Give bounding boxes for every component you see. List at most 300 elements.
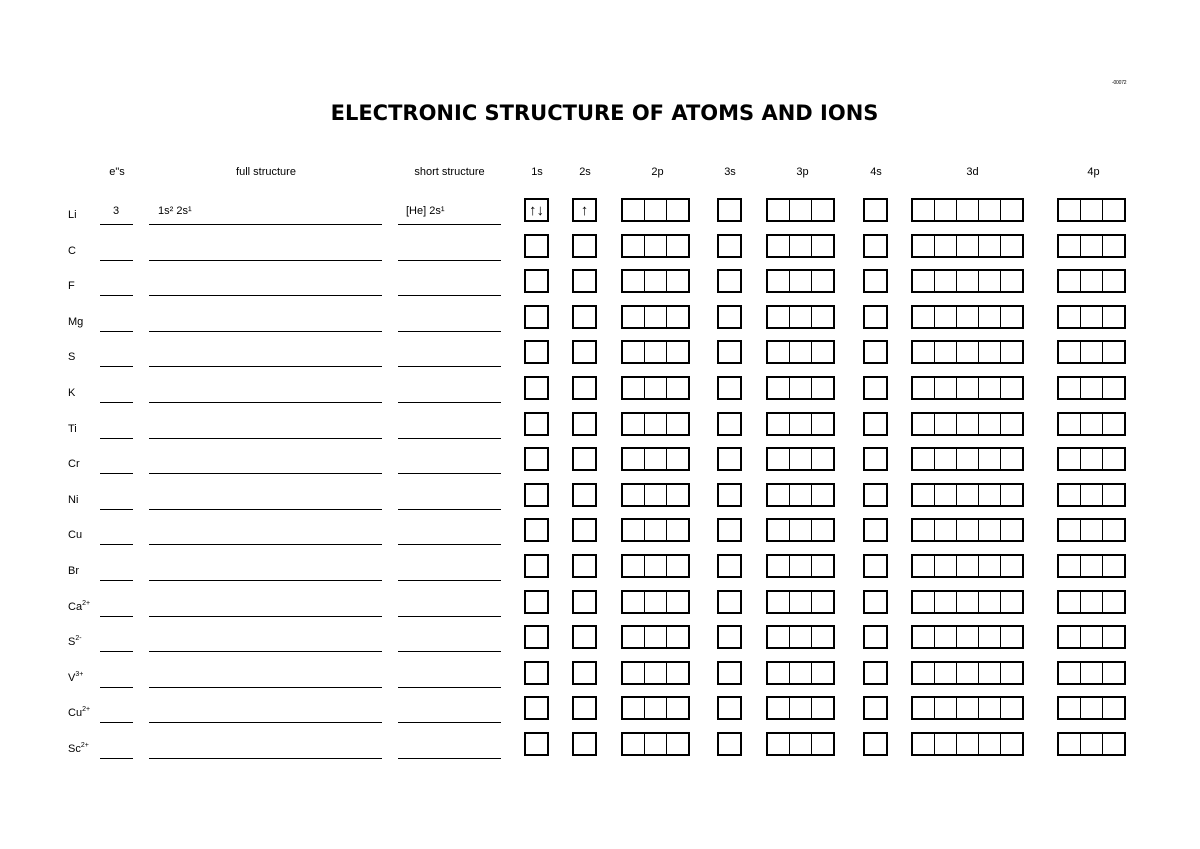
short-structure-line[interactable] [398,651,501,652]
orbital-box-4p[interactable] [1057,625,1126,649]
orbital-cell[interactable] [574,520,595,540]
orbital-cell[interactable] [913,734,935,754]
orbital-box-3d[interactable] [911,732,1024,756]
orbital-cell[interactable] [526,378,547,398]
orbital-box-2p[interactable] [621,340,690,364]
orbital-cell[interactable] [979,698,1001,718]
orbital-cell[interactable] [812,556,833,576]
orbital-cell[interactable] [979,414,1001,434]
orbital-box-1s[interactable] [524,518,549,542]
orbital-cell[interactable] [667,342,688,362]
orbital-cell[interactable] [865,271,886,291]
orbital-cell[interactable] [719,271,740,291]
orbital-cell[interactable] [667,307,688,327]
orbital-cell[interactable] [1103,592,1124,612]
orbital-box-2p[interactable] [621,732,690,756]
orbital-cell[interactable] [768,449,790,469]
orbital-box-4p[interactable] [1057,590,1126,614]
electrons-line[interactable] [100,509,133,510]
orbital-box-2s[interactable] [572,696,597,720]
orbital-cell[interactable] [812,698,833,718]
orbital-cell[interactable] [979,734,1001,754]
orbital-cell[interactable] [1001,663,1022,683]
orbital-cell[interactable] [623,556,645,576]
orbital-cell[interactable] [957,307,979,327]
orbital-box-4s[interactable] [863,234,888,258]
orbital-cell[interactable] [645,449,667,469]
orbital-box-3p[interactable] [766,447,835,471]
orbital-box-4s[interactable] [863,305,888,329]
orbital-cell[interactable] [790,734,812,754]
orbital-box-3p[interactable] [766,625,835,649]
orbital-cell[interactable] [1059,556,1081,576]
orbital-cell[interactable] [526,627,547,647]
orbital-cell[interactable] [979,200,1001,220]
orbital-cell[interactable] [667,200,688,220]
orbital-cell[interactable] [1001,342,1022,362]
orbital-box-2s[interactable] [572,376,597,400]
orbital-box-2p[interactable] [621,661,690,685]
orbital-cell[interactable] [790,236,812,256]
orbital-cell[interactable] [935,414,957,434]
orbital-cell[interactable] [812,627,833,647]
orbital-cell[interactable] [790,520,812,540]
orbital-box-3p[interactable] [766,340,835,364]
short-structure-line[interactable] [398,616,501,617]
orbital-cell[interactable] [812,592,833,612]
orbital-cell[interactable] [719,520,740,540]
orbital-cell[interactable] [623,592,645,612]
orbital-cell[interactable] [865,200,886,220]
orbital-cell[interactable] [1059,378,1081,398]
orbital-box-1s[interactable] [524,732,549,756]
full-structure-line[interactable] [149,366,382,367]
orbital-cell[interactable] [667,485,688,505]
orbital-box-1s[interactable] [524,447,549,471]
orbital-cell[interactable] [979,556,1001,576]
orbital-box-1s[interactable] [524,412,549,436]
orbital-box-3p[interactable] [766,732,835,756]
orbital-cell[interactable] [623,520,645,540]
orbital-cell[interactable] [1081,378,1103,398]
orbital-cell[interactable] [812,200,833,220]
orbital-box-1s[interactable] [524,696,549,720]
orbital-cell[interactable] [667,236,688,256]
orbital-cell[interactable] [667,520,688,540]
orbital-cell[interactable] [768,378,790,398]
orbital-cell[interactable] [1001,378,1022,398]
orbital-cell[interactable] [865,627,886,647]
orbital-cell[interactable] [574,734,595,754]
orbital-cell[interactable] [913,414,935,434]
orbital-cell[interactable] [1059,236,1081,256]
orbital-cell[interactable] [812,663,833,683]
orbital-cell[interactable] [623,485,645,505]
orbital-cell[interactable] [1081,414,1103,434]
orbital-cell[interactable] [768,414,790,434]
orbital-cell[interactable] [574,271,595,291]
electrons-line[interactable] [100,260,133,261]
orbital-cell[interactable] [913,627,935,647]
orbital-cell[interactable] [719,414,740,434]
orbital-cell[interactable] [957,342,979,362]
orbital-cell[interactable] [623,307,645,327]
orbital-cell[interactable] [865,520,886,540]
orbital-cell[interactable] [645,378,667,398]
orbital-cell[interactable] [645,307,667,327]
short-structure-line[interactable] [398,758,501,759]
orbital-cell[interactable] [574,414,595,434]
short-structure-line[interactable] [398,331,501,332]
orbital-cell[interactable] [935,520,957,540]
orbital-box-3s[interactable] [717,696,742,720]
orbital-cell[interactable] [667,663,688,683]
orbital-cell[interactable] [1081,592,1103,612]
orbital-cell[interactable] [1001,414,1022,434]
orbital-box-1s[interactable] [524,554,549,578]
orbital-box-2p[interactable] [621,234,690,258]
full-structure-line[interactable] [149,295,382,296]
orbital-box-1s[interactable] [524,198,549,222]
orbital-cell[interactable] [1001,734,1022,754]
orbital-box-4s[interactable] [863,554,888,578]
orbital-cell[interactable] [574,663,595,683]
full-structure-line[interactable] [149,580,382,581]
orbital-box-1s[interactable] [524,661,549,685]
full-structure-line[interactable] [149,544,382,545]
orbital-cell[interactable] [719,663,740,683]
orbital-box-2s[interactable] [572,554,597,578]
orbital-cell[interactable] [865,592,886,612]
orbital-box-4p[interactable] [1057,269,1126,293]
orbital-box-3d[interactable] [911,305,1024,329]
orbital-cell[interactable] [1059,734,1081,754]
orbital-cell[interactable] [1103,307,1124,327]
orbital-cell[interactable] [768,307,790,327]
orbital-box-3d[interactable] [911,376,1024,400]
orbital-box-1s[interactable] [524,305,549,329]
orbital-cell[interactable] [645,485,667,505]
orbital-box-1s[interactable] [524,483,549,507]
full-structure-line[interactable] [149,687,382,688]
orbital-cell[interactable] [935,307,957,327]
orbital-cell[interactable] [1059,592,1081,612]
orbital-cell[interactable] [719,200,740,220]
orbital-cell[interactable] [1103,485,1124,505]
orbital-box-2p[interactable] [621,305,690,329]
orbital-box-4s[interactable] [863,696,888,720]
orbital-cell[interactable] [790,271,812,291]
orbital-cell[interactable] [645,627,667,647]
orbital-box-3p[interactable] [766,661,835,685]
orbital-cell[interactable] [623,698,645,718]
orbital-cell[interactable] [790,414,812,434]
orbital-box-3s[interactable] [717,198,742,222]
orbital-box-3d[interactable] [911,198,1024,222]
orbital-cell[interactable] [719,627,740,647]
orbital-box-4p[interactable] [1057,518,1126,542]
orbital-cell[interactable] [913,698,935,718]
orbital-cell[interactable] [526,449,547,469]
orbital-box-4p[interactable] [1057,554,1126,578]
orbital-box-3p[interactable] [766,376,835,400]
orbital-cell[interactable] [1103,698,1124,718]
orbital-box-2s[interactable] [572,447,597,471]
orbital-cell[interactable] [865,556,886,576]
orbital-cell[interactable] [574,485,595,505]
orbital-cell[interactable] [526,414,547,434]
orbital-box-2p[interactable] [621,554,690,578]
orbital-cell[interactable] [526,698,547,718]
orbital-cell[interactable] [790,698,812,718]
orbital-cell[interactable] [812,236,833,256]
orbital-box-2s[interactable] [572,198,597,222]
orbital-cell[interactable] [957,414,979,434]
orbital-box-4s[interactable] [863,412,888,436]
orbital-cell[interactable] [1059,200,1081,220]
orbital-box-4s[interactable] [863,198,888,222]
orbital-cell[interactable] [1081,236,1103,256]
orbital-cell[interactable] [719,378,740,398]
orbital-cell[interactable] [719,698,740,718]
orbital-box-2s[interactable] [572,234,597,258]
orbital-box-2s[interactable] [572,661,597,685]
orbital-cell[interactable] [957,698,979,718]
orbital-cell[interactable] [574,698,595,718]
orbital-cell[interactable] [574,556,595,576]
orbital-box-3d[interactable] [911,661,1024,685]
full-structure-line[interactable] [149,722,382,723]
orbital-box-3d[interactable] [911,412,1024,436]
electrons-line[interactable] [100,438,133,439]
orbital-box-3s[interactable] [717,661,742,685]
orbital-box-1s[interactable] [524,340,549,364]
orbital-cell[interactable] [913,592,935,612]
orbital-cell[interactable] [623,414,645,434]
orbital-cell[interactable] [1103,663,1124,683]
orbital-box-4s[interactable] [863,625,888,649]
orbital-cell[interactable] [865,378,886,398]
orbital-cell[interactable] [667,592,688,612]
short-structure-line[interactable] [398,473,501,474]
orbital-box-3p[interactable] [766,412,835,436]
electrons-line[interactable] [100,331,133,332]
orbital-box-3p[interactable] [766,554,835,578]
orbital-box-2s[interactable] [572,305,597,329]
orbital-cell[interactable] [979,627,1001,647]
orbital-cell[interactable] [645,342,667,362]
orbital-cell[interactable] [957,734,979,754]
orbital-cell[interactable] [526,663,547,683]
orbital-cell[interactable] [957,592,979,612]
orbital-box-2s[interactable] [572,269,597,293]
orbital-cell[interactable] [790,556,812,576]
orbital-cell[interactable] [979,378,1001,398]
orbital-box-3s[interactable] [717,412,742,436]
orbital-box-2s[interactable] [572,518,597,542]
orbital-cell[interactable] [719,449,740,469]
orbital-box-4s[interactable] [863,590,888,614]
orbital-box-2p[interactable] [621,625,690,649]
orbital-cell[interactable] [913,271,935,291]
short-structure-line[interactable] [398,366,501,367]
short-structure-line[interactable] [398,580,501,581]
orbital-cell[interactable] [667,271,688,291]
full-structure-line[interactable] [149,438,382,439]
orbital-cell[interactable] [913,200,935,220]
full-structure-line[interactable] [149,651,382,652]
orbital-box-3s[interactable] [717,625,742,649]
orbital-cell[interactable] [1081,734,1103,754]
orbital-cell[interactable] [1103,342,1124,362]
orbital-box-2s[interactable] [572,412,597,436]
orbital-cell[interactable] [979,449,1001,469]
orbital-box-3s[interactable] [717,305,742,329]
orbital-cell[interactable] [1001,307,1022,327]
orbital-cell[interactable] [957,520,979,540]
orbital-box-3d[interactable] [911,269,1024,293]
orbital-cell[interactable] [645,698,667,718]
orbital-cell[interactable] [645,663,667,683]
orbital-cell[interactable] [957,200,979,220]
orbital-cell[interactable] [623,663,645,683]
orbital-box-3p[interactable] [766,518,835,542]
orbital-cell[interactable] [935,556,957,576]
orbital-cell[interactable] [1103,236,1124,256]
orbital-cell[interactable] [957,663,979,683]
orbital-box-2p[interactable] [621,518,690,542]
orbital-cell[interactable] [913,449,935,469]
orbital-box-3s[interactable] [717,483,742,507]
orbital-box-2p[interactable] [621,376,690,400]
orbital-cell[interactable] [812,378,833,398]
orbital-cell[interactable] [526,556,547,576]
orbital-cell[interactable] [979,663,1001,683]
orbital-cell[interactable] [526,236,547,256]
orbital-cell[interactable] [913,342,935,362]
orbital-box-4s[interactable] [863,269,888,293]
orbital-cell[interactable] [812,485,833,505]
full-structure-line[interactable] [149,758,382,759]
full-structure-line[interactable] [149,616,382,617]
orbital-cell[interactable] [667,449,688,469]
orbital-cell[interactable] [790,449,812,469]
orbital-cell[interactable] [1001,485,1022,505]
orbital-cell[interactable] [1059,414,1081,434]
orbital-cell[interactable] [865,734,886,754]
orbital-cell[interactable] [645,271,667,291]
orbital-cell[interactable] [957,627,979,647]
orbital-cell[interactable] [865,485,886,505]
orbital-cell[interactable] [790,627,812,647]
orbital-cell[interactable] [1001,556,1022,576]
electrons-line[interactable] [100,544,133,545]
orbital-cell[interactable] [645,236,667,256]
orbital-cell[interactable] [865,236,886,256]
orbital-cell[interactable] [812,520,833,540]
orbital-box-4p[interactable] [1057,661,1126,685]
orbital-cell[interactable] [1001,271,1022,291]
electrons-line[interactable] [100,651,133,652]
orbital-box-3s[interactable] [717,732,742,756]
orbital-cell[interactable] [913,520,935,540]
orbital-cell[interactable] [790,200,812,220]
orbital-cell[interactable] [1059,271,1081,291]
orbital-cell[interactable] [790,592,812,612]
orbital-box-3s[interactable] [717,234,742,258]
electrons-line[interactable] [100,224,133,225]
orbital-cell[interactable] [667,556,688,576]
short-structure-line[interactable] [398,260,501,261]
orbital-cell[interactable] [768,698,790,718]
orbital-cell[interactable] [957,556,979,576]
orbital-box-4p[interactable] [1057,447,1126,471]
orbital-cell[interactable] [526,307,547,327]
orbital-cell[interactable] [1001,200,1022,220]
orbital-box-4s[interactable] [863,518,888,542]
orbital-cell[interactable] [812,414,833,434]
orbital-cell[interactable] [719,236,740,256]
orbital-cell[interactable]: ↑ [580,201,589,219]
orbital-cell[interactable] [1001,449,1022,469]
orbital-cell[interactable] [1059,698,1081,718]
orbital-cell[interactable] [623,449,645,469]
orbital-cell[interactable] [957,378,979,398]
orbital-cell[interactable] [1059,520,1081,540]
orbital-cell[interactable] [1059,485,1081,505]
full-structure-line[interactable] [149,331,382,332]
orbital-cell[interactable] [574,449,595,469]
orbital-cell[interactable] [623,342,645,362]
short-structure-line[interactable] [398,687,501,688]
orbital-box-3s[interactable] [717,340,742,364]
electrons-line[interactable] [100,616,133,617]
orbital-box-3d[interactable] [911,234,1024,258]
orbital-cell[interactable] [645,414,667,434]
orbital-box-3d[interactable] [911,518,1024,542]
orbital-box-4p[interactable] [1057,732,1126,756]
full-structure-line[interactable] [149,473,382,474]
orbital-cell[interactable] [1059,449,1081,469]
orbital-box-4p[interactable] [1057,234,1126,258]
orbital-cell[interactable] [812,307,833,327]
electrons-line[interactable] [100,687,133,688]
orbital-cell[interactable] [935,627,957,647]
orbital-box-1s[interactable] [524,234,549,258]
orbital-cell[interactable] [623,627,645,647]
orbital-box-3s[interactable] [717,269,742,293]
orbital-cell[interactable] [865,342,886,362]
orbital-cell[interactable] [1081,520,1103,540]
electrons-line[interactable] [100,366,133,367]
electrons-line[interactable] [100,402,133,403]
orbital-cell[interactable] [623,236,645,256]
orbital-box-3d[interactable] [911,447,1024,471]
orbital-cell[interactable] [645,734,667,754]
orbital-box-3d[interactable] [911,340,1024,364]
orbital-cell[interactable] [719,734,740,754]
orbital-cell[interactable] [1103,520,1124,540]
orbital-cell[interactable] [574,236,595,256]
orbital-cell[interactable] [645,520,667,540]
orbital-cell[interactable] [768,520,790,540]
orbital-box-1s[interactable] [524,590,549,614]
orbital-cell[interactable] [574,307,595,327]
orbital-cell[interactable] [913,556,935,576]
orbital-cell[interactable] [667,698,688,718]
orbital-cell[interactable] [913,307,935,327]
orbital-cell[interactable] [935,449,957,469]
